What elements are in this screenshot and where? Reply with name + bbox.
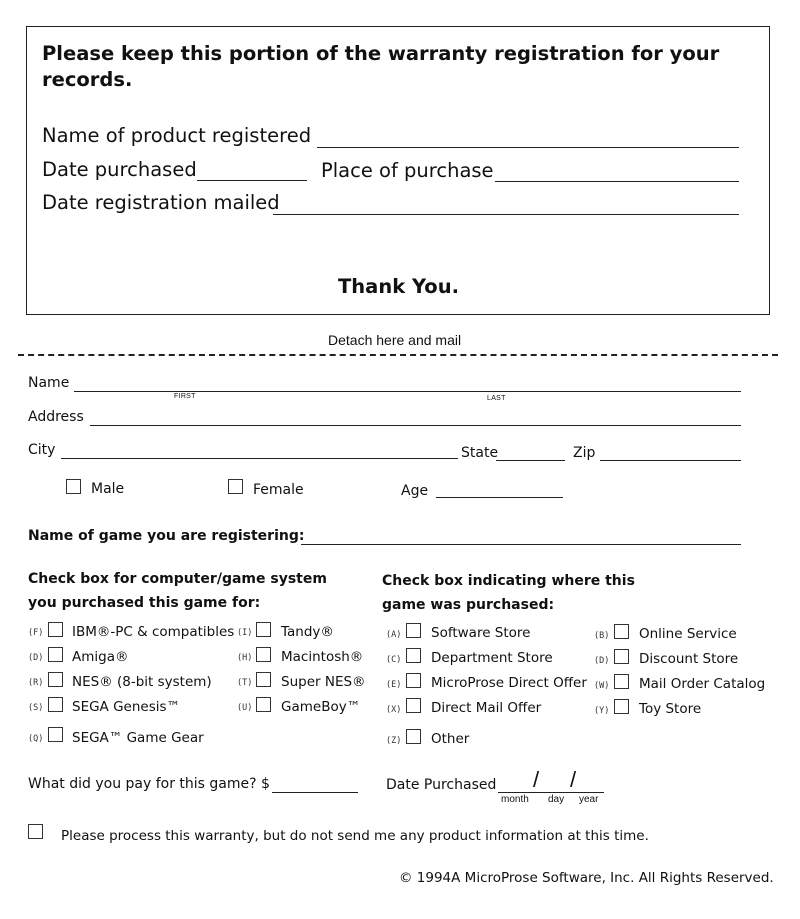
game-name-label: Name of game you are registering: [28, 528, 305, 544]
female-checkbox[interactable] [228, 479, 243, 494]
system-checkbox-snes[interactable] [256, 672, 271, 687]
product-label: Name of product registered [42, 124, 312, 147]
system-code: (T) [237, 678, 253, 688]
records-heading: Please keep this portion of the warranty registration for your records. [42, 42, 720, 91]
address-field[interactable] [90, 425, 741, 426]
first-caption: FIRST [174, 393, 196, 400]
place-field[interactable] [495, 181, 739, 182]
city-label: City [28, 442, 56, 458]
date-separator: / [533, 767, 540, 792]
product-field[interactable] [317, 147, 739, 148]
system-heading-1: Check box for computer/game system [28, 571, 327, 587]
age-field[interactable] [436, 497, 563, 498]
copyright: © 1994A MicroProse Software, Inc. All Rights Reserved. [399, 870, 774, 886]
system-checkbox-macintosh[interactable] [256, 647, 271, 662]
system-label-amiga: Amiga® [72, 649, 129, 665]
store-label-direct-mail: Direct Mail Offer [431, 700, 542, 716]
store-checkbox-software[interactable] [406, 623, 421, 638]
date-purchased-field[interactable] [197, 180, 307, 181]
place-label: Place of purchase [321, 159, 494, 182]
system-checkbox-nes[interactable] [48, 672, 63, 687]
age-label: Age [401, 483, 429, 499]
zip-label: Zip [573, 445, 596, 461]
day-caption: day [548, 794, 565, 805]
system-checkbox-amiga[interactable] [48, 647, 63, 662]
system-checkbox-tandy[interactable] [256, 622, 271, 637]
store-code: (X) [386, 705, 402, 715]
female-label: Female [253, 482, 304, 498]
system-label-gameboy: GameBoy™ [281, 699, 361, 715]
store-checkbox-direct-mail[interactable] [406, 698, 421, 713]
store-code: (W) [594, 681, 610, 691]
date-purchased-form-label: Date Purchased [386, 777, 497, 793]
system-code: (D) [28, 653, 44, 663]
address-label: Address [28, 409, 84, 425]
last-caption: LAST [487, 395, 506, 402]
male-label: Male [91, 481, 125, 497]
store-label-discount: Discount Store [639, 651, 739, 667]
detach-label: Detach here and mail [328, 332, 462, 348]
store-code: (B) [594, 631, 610, 641]
system-code: (S) [28, 703, 44, 713]
store-checkbox-other[interactable] [406, 729, 421, 744]
date-mailed-label: Date registration mailed [42, 191, 280, 214]
thank-you: Thank You. [338, 275, 459, 298]
system-label-ibm: IBM®-PC & compatibles [72, 624, 235, 640]
year-caption: year [579, 794, 599, 805]
store-label-toy: Toy Store [639, 701, 702, 717]
store-code: (Y) [594, 706, 610, 716]
store-code: (A) [386, 630, 402, 640]
city-field[interactable] [61, 458, 458, 459]
date-purchased-label: Date purchased [42, 158, 197, 181]
purchase-date-field[interactable] [498, 792, 604, 793]
state-field[interactable] [496, 460, 565, 461]
store-label-mail-order: Mail Order Catalog [639, 676, 766, 692]
system-checkbox-genesis[interactable] [48, 697, 63, 712]
store-label-department: Department Store [431, 650, 553, 666]
store-code: (C) [386, 655, 402, 665]
system-checkbox-gamegear[interactable] [48, 727, 63, 742]
male-checkbox[interactable] [66, 479, 81, 494]
where-heading-1: Check box indicating where this [382, 573, 635, 589]
system-heading-2: you purchased this game for: [28, 595, 261, 611]
store-code: (D) [594, 656, 610, 666]
system-code: (F) [28, 628, 44, 638]
date-mailed-field[interactable] [273, 214, 739, 215]
store-label-other: Other [431, 731, 470, 747]
store-checkbox-toy[interactable] [614, 699, 629, 714]
price-field[interactable] [272, 792, 358, 793]
name-field[interactable] [74, 391, 741, 392]
detach-line [18, 354, 778, 356]
store-checkbox-department[interactable] [406, 648, 421, 663]
optout-label: Please process this warranty, but do not send me any product information at this time. [61, 828, 649, 844]
system-label-tandy: Tandy® [281, 624, 334, 640]
store-checkbox-microprose[interactable] [406, 673, 421, 688]
month-caption: month [501, 794, 529, 805]
where-heading-2: game was purchased: [382, 597, 555, 613]
system-label-snes: Super NES® [281, 674, 366, 690]
system-code: (R) [28, 678, 44, 688]
system-code: (H) [237, 653, 253, 663]
system-code: (I) [237, 628, 253, 638]
store-label-microprose: MicroProse Direct Offer [431, 675, 587, 691]
system-label-genesis: SEGA Genesis™ [72, 699, 181, 715]
state-label: State [461, 445, 499, 461]
date-separator: / [570, 767, 577, 792]
system-label-nes: NES® (8-bit system) [72, 674, 212, 690]
optout-checkbox[interactable] [28, 824, 43, 839]
store-label-software: Software Store [431, 625, 531, 641]
system-label-macintosh: Macintosh® [281, 649, 364, 665]
system-code: (Q) [28, 734, 44, 744]
store-code: (Z) [386, 736, 402, 746]
system-label-gamegear: SEGA™ Game Gear [72, 730, 204, 746]
system-checkbox-gameboy[interactable] [256, 697, 271, 712]
system-code: (U) [237, 703, 253, 713]
store-code: (E) [386, 680, 402, 690]
store-checkbox-mail-order[interactable] [614, 674, 629, 689]
name-label: Name [28, 375, 70, 391]
store-label-online: Online Service [639, 626, 737, 642]
price-label: What did you pay for this game? $ [28, 776, 270, 792]
store-checkbox-discount[interactable] [614, 649, 629, 664]
system-checkbox-ibm[interactable] [48, 622, 63, 637]
zip-field[interactable] [600, 460, 741, 461]
store-checkbox-online[interactable] [614, 624, 629, 639]
game-name-field[interactable] [301, 544, 741, 545]
